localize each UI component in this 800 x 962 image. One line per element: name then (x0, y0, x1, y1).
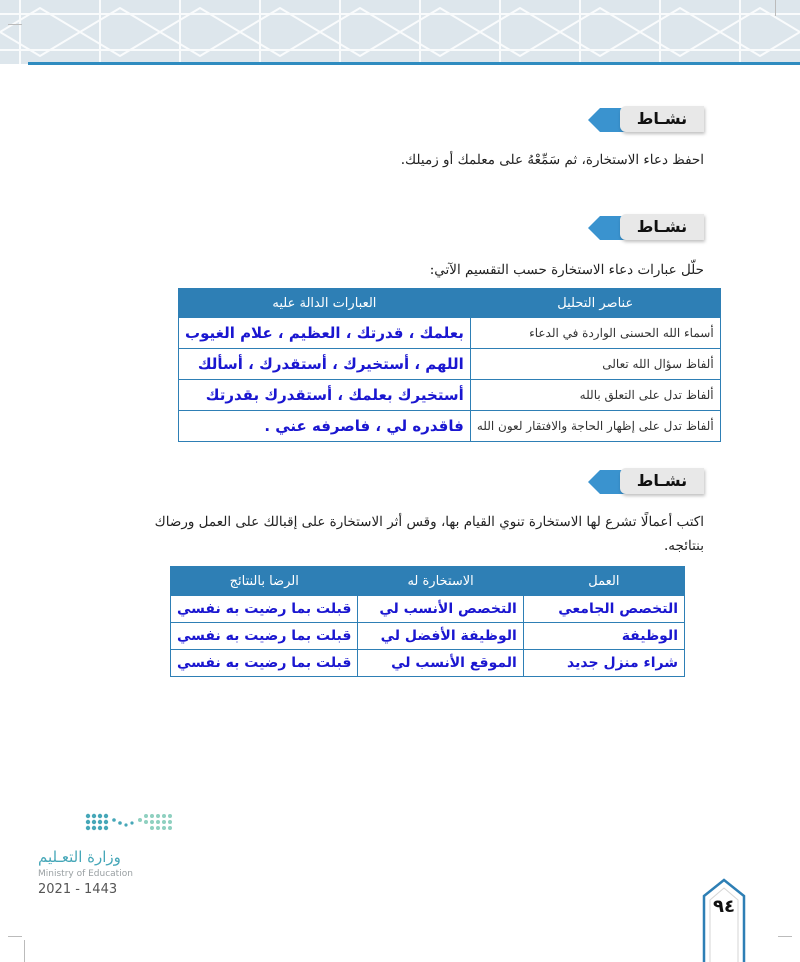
analysis-element: ألفاظ تدل على التعلق بالله (470, 380, 720, 411)
crop-mark (8, 936, 22, 937)
activity-label: نشـاط (620, 106, 704, 132)
table-row (179, 380, 721, 411)
table-row (179, 318, 721, 349)
table-row (171, 623, 685, 650)
section3-instruction: اكتب أعمالًا تشرع لها الاستخارة تنوي القيام بها، وقس أثر الاستخارة على إقبالك على العمل ورضاك (154, 514, 704, 530)
ministry-name-arabic: وزارة التعـليم (38, 848, 121, 866)
istikhara-cell: الموقع الأنسب لي (358, 650, 523, 677)
answer-cell: فاقدره لي ، فاصرفه عني . (179, 411, 471, 442)
work-cell: شراء منزل جديد (523, 650, 684, 677)
table-header-row (179, 289, 721, 318)
header-divider (28, 62, 800, 65)
answer-cell: أستخيرك بعلمك ، أستقدرك بقدرتك (179, 380, 471, 411)
istikhara-cell: الوظيفة الأفضل لي (358, 623, 523, 650)
table-header-row (171, 567, 685, 596)
analysis-element: ألفاظ تدل على إظهار الحاجة والافتقار لعون الله (470, 411, 720, 442)
istikhara-cell: التخصص الأنسب لي (358, 596, 523, 623)
satisfaction-cell: قبلت بما رضيت به نفسي (171, 596, 358, 623)
ministry-name-english: Ministry of Education (38, 869, 133, 879)
column-header: الرضا بالنتائج (171, 567, 358, 596)
crop-mark (778, 936, 792, 937)
work-cell: التخصص الجامعي (523, 596, 684, 623)
crop-mark (24, 940, 25, 962)
table-row (179, 349, 721, 380)
analysis-element: أسماء الله الحسنى الواردة في الدعاء (470, 318, 720, 349)
column-header: عناصر التحليل (470, 289, 720, 318)
answer-cell: بعلمك ، قدرتك ، العظيم ، علام الغيوب (179, 318, 471, 349)
activity-heading (588, 468, 704, 494)
column-header: العبارات الدالة عليه (179, 289, 471, 318)
page-number: ٩٤ (713, 896, 735, 917)
activity-heading (588, 106, 704, 132)
activity-heading (588, 214, 704, 240)
ornament-pattern (0, 0, 800, 64)
table-row (179, 411, 721, 442)
header-banner (0, 0, 800, 64)
table-row (171, 650, 685, 677)
crop-mark (775, 0, 776, 16)
analysis-table (178, 288, 721, 442)
section2-instruction: حلّل عبارات دعاء الاستخارة حسب التقسيم الآتي: (429, 262, 704, 278)
analysis-element: ألفاظ سؤال الله تعالى (470, 349, 720, 380)
column-header: العمل (523, 567, 684, 596)
crop-mark (8, 24, 22, 25)
academic-year: 2021 - 1443 (38, 882, 118, 897)
section1-instruction: احفظ دعاء الاستخارة، ثم سَمِّعْهُ على معلمك أو زميلك. (400, 152, 704, 168)
satisfaction-cell: قبلت بما رضيت به نفسي (171, 650, 358, 677)
activity-label: نشـاط (620, 214, 704, 240)
work-cell: الوظيفة (523, 623, 684, 650)
satisfaction-cell: قبلت بما رضيت به نفسي (171, 623, 358, 650)
page-number-tab (700, 876, 748, 962)
column-header: الاستخارة له (358, 567, 523, 596)
istikhara-works-table (170, 566, 685, 677)
table-row (171, 596, 685, 623)
answer-cell: اللهم ، أستخيرك ، أستقدرك ، أسألك (179, 349, 471, 380)
section3-instruction-cont: بنتائجه. (663, 538, 704, 554)
activity-label: نشـاط (620, 468, 704, 494)
